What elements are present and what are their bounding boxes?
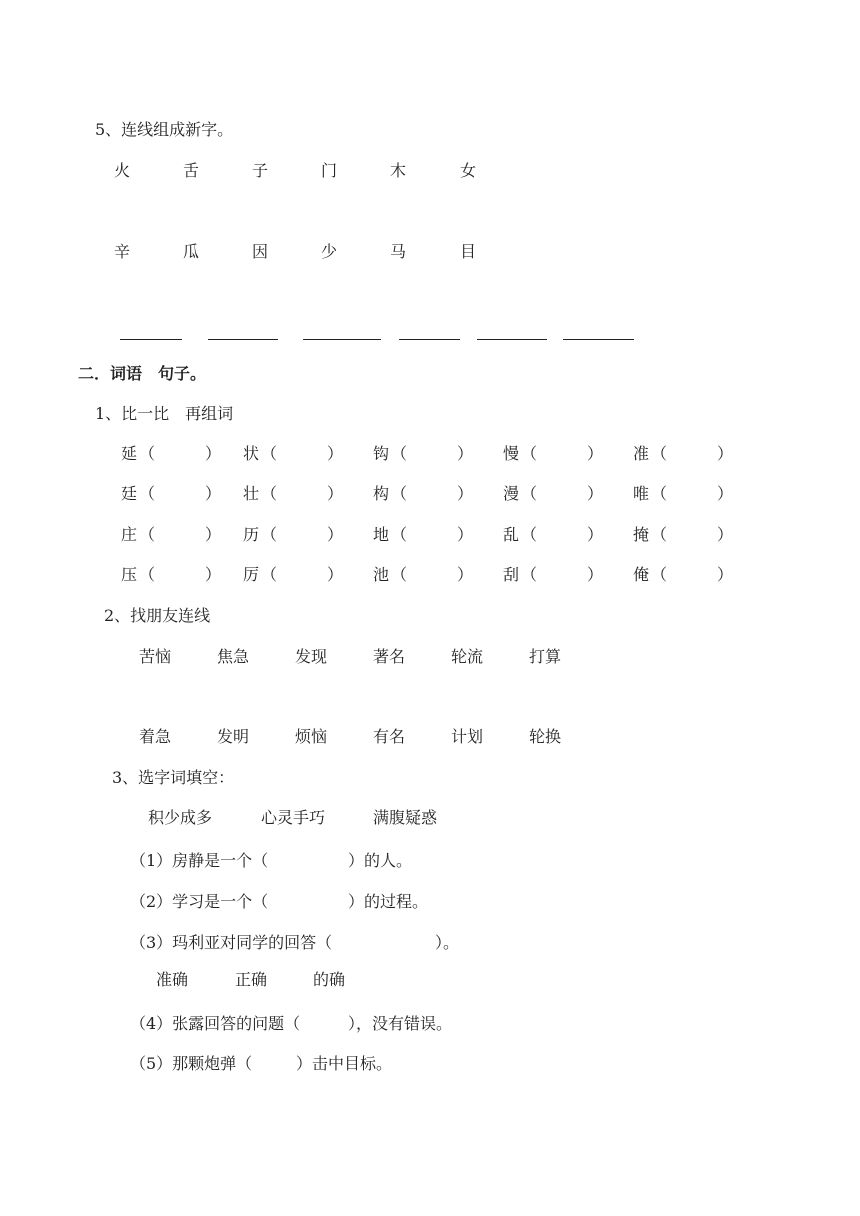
close-paren: ） bbox=[717, 525, 734, 544]
q2-word: 烦恼 bbox=[295, 727, 328, 746]
answer-space[interactable] bbox=[155, 484, 205, 504]
compare-char: 压 bbox=[121, 565, 138, 584]
close-paren: ） bbox=[327, 484, 344, 503]
compare-char: 壮 bbox=[243, 484, 260, 503]
open-paren: （ bbox=[261, 484, 278, 503]
fill-item-text: ）击中目标。 bbox=[296, 1054, 393, 1073]
fill-item-text: ）的人。 bbox=[348, 851, 413, 870]
close-paren: ） bbox=[587, 444, 604, 463]
open-paren: （ bbox=[261, 525, 278, 544]
open-paren: （ bbox=[139, 444, 156, 463]
q1-title: 1、比一比 再组词 bbox=[95, 404, 234, 423]
close-paren: ） bbox=[587, 525, 604, 544]
answer-blank[interactable] bbox=[477, 339, 547, 340]
close-paren: ） bbox=[457, 484, 474, 503]
answer-space[interactable] bbox=[155, 444, 205, 464]
compare-char: 地 bbox=[373, 525, 390, 544]
close-paren: ） bbox=[205, 525, 222, 544]
compare-char: 漫 bbox=[503, 484, 520, 503]
close-paren: ） bbox=[205, 444, 222, 463]
open-paren: （ bbox=[651, 525, 668, 544]
answer-space[interactable] bbox=[407, 525, 457, 545]
choice-word: 准确 bbox=[156, 970, 189, 989]
q5-char: 瓜 bbox=[183, 242, 200, 261]
choice-word: 的确 bbox=[313, 970, 346, 989]
q5-char: 火 bbox=[114, 161, 131, 180]
fill-item-text: ），没有错误。 bbox=[348, 1014, 453, 1033]
answer-space[interactable] bbox=[667, 525, 717, 545]
q5-char: 少 bbox=[321, 242, 338, 261]
q5-char: 门 bbox=[321, 161, 338, 180]
q5-char: 女 bbox=[460, 161, 477, 180]
answer-space[interactable] bbox=[277, 525, 327, 545]
close-paren: ） bbox=[587, 565, 604, 584]
section-heading: 二．词语 句子。 bbox=[78, 364, 207, 383]
answer-space[interactable] bbox=[407, 565, 457, 585]
q5-char: 子 bbox=[252, 161, 269, 180]
close-paren: ） bbox=[587, 484, 604, 503]
close-paren: ） bbox=[457, 525, 474, 544]
answer-space[interactable] bbox=[407, 484, 457, 504]
close-paren: ） bbox=[457, 444, 474, 463]
answer-blank[interactable] bbox=[563, 339, 634, 340]
choice-word: 满腹疑惑 bbox=[373, 808, 438, 827]
fill-item-text: ）。 bbox=[435, 933, 460, 952]
open-paren: （ bbox=[261, 565, 278, 584]
q2-word: 苦恼 bbox=[139, 647, 172, 666]
compare-char: 延 bbox=[121, 444, 138, 463]
compare-char: 构 bbox=[373, 484, 390, 503]
q2-word: 焦急 bbox=[217, 647, 250, 666]
fill-item-text: ）的过程。 bbox=[348, 892, 429, 911]
compare-char: 刮 bbox=[503, 565, 520, 584]
answer-blank[interactable] bbox=[399, 339, 460, 340]
open-paren: （ bbox=[521, 444, 538, 463]
q5-char: 木 bbox=[390, 161, 407, 180]
close-paren: ） bbox=[327, 444, 344, 463]
q2-title: 2、找朋友连线 bbox=[104, 606, 211, 625]
q2-word: 轮换 bbox=[529, 727, 562, 746]
q5-char: 马 bbox=[390, 242, 407, 261]
compare-char: 俺 bbox=[633, 565, 650, 584]
close-paren: ） bbox=[717, 444, 734, 463]
answer-space[interactable] bbox=[667, 565, 717, 585]
compare-char: 钩 bbox=[373, 444, 390, 463]
q2-word: 著名 bbox=[373, 647, 406, 666]
close-paren: ） bbox=[457, 565, 474, 584]
choice-word: 积少成多 bbox=[148, 808, 213, 827]
answer-space[interactable] bbox=[155, 525, 205, 545]
compare-char: 庄 bbox=[121, 525, 138, 544]
open-paren: （ bbox=[139, 525, 156, 544]
open-paren: （ bbox=[391, 565, 408, 584]
fill-item-text: （4）张露回答的问题（ bbox=[130, 1014, 301, 1033]
answer-space[interactable] bbox=[537, 444, 587, 464]
q2-word: 打算 bbox=[529, 647, 562, 666]
close-paren: ） bbox=[327, 565, 344, 584]
open-paren: （ bbox=[651, 444, 668, 463]
answer-blank[interactable] bbox=[303, 339, 381, 340]
q5-char: 因 bbox=[252, 242, 269, 261]
q5-char: 目 bbox=[460, 242, 477, 261]
close-paren: ） bbox=[205, 565, 222, 584]
choice-word: 心灵手巧 bbox=[261, 808, 326, 827]
q2-word: 发明 bbox=[217, 727, 250, 746]
open-paren: （ bbox=[139, 565, 156, 584]
q5-title: 5、连线组成新字。 bbox=[95, 120, 234, 139]
fill-item-text: （3）玛利亚对同学的回答（ bbox=[130, 933, 333, 952]
answer-space[interactable] bbox=[155, 565, 205, 585]
close-paren: ） bbox=[717, 565, 734, 584]
compare-char: 历 bbox=[243, 525, 260, 544]
q2-word: 发现 bbox=[295, 647, 328, 666]
compare-char: 廷 bbox=[121, 484, 138, 503]
open-paren: （ bbox=[521, 565, 538, 584]
compare-char: 乱 bbox=[503, 525, 520, 544]
answer-space[interactable] bbox=[537, 484, 587, 504]
compare-char: 状 bbox=[243, 444, 260, 463]
answer-space[interactable] bbox=[277, 565, 327, 585]
open-paren: （ bbox=[391, 484, 408, 503]
close-paren: ） bbox=[327, 525, 344, 544]
open-paren: （ bbox=[139, 484, 156, 503]
compare-char: 唯 bbox=[633, 484, 650, 503]
answer-space[interactable] bbox=[667, 484, 717, 504]
choice-word: 正确 bbox=[235, 970, 268, 989]
close-paren: ） bbox=[205, 484, 222, 503]
q3-title: 3、选字词填空： bbox=[112, 768, 235, 787]
q2-word: 轮流 bbox=[451, 647, 484, 666]
q5-char: 辛 bbox=[114, 242, 131, 261]
compare-char: 准 bbox=[633, 444, 650, 463]
open-paren: （ bbox=[521, 525, 538, 544]
open-paren: （ bbox=[651, 484, 668, 503]
q5-char: 舌 bbox=[183, 161, 200, 180]
close-paren: ） bbox=[717, 484, 734, 503]
open-paren: （ bbox=[391, 444, 408, 463]
compare-char: 掩 bbox=[633, 525, 650, 544]
answer-space[interactable] bbox=[277, 444, 327, 464]
open-paren: （ bbox=[521, 484, 538, 503]
compare-char: 慢 bbox=[503, 444, 520, 463]
fill-item-text: （1）房静是一个（ bbox=[130, 851, 269, 870]
answer-space[interactable] bbox=[667, 444, 717, 464]
answer-blank[interactable] bbox=[120, 339, 182, 340]
q2-word: 有名 bbox=[373, 727, 406, 746]
compare-char: 池 bbox=[373, 565, 390, 584]
answer-space[interactable] bbox=[537, 525, 587, 545]
q2-word: 着急 bbox=[139, 727, 172, 746]
q2-word: 计划 bbox=[451, 727, 484, 746]
open-paren: （ bbox=[391, 525, 408, 544]
answer-blank[interactable] bbox=[208, 339, 278, 340]
fill-item-text: （2）学习是一个（ bbox=[130, 892, 269, 911]
answer-space[interactable] bbox=[537, 565, 587, 585]
fill-item-text: （5）那颗炮弹（ bbox=[130, 1054, 253, 1073]
compare-char: 厉 bbox=[243, 565, 260, 584]
open-paren: （ bbox=[261, 444, 278, 463]
answer-space[interactable] bbox=[407, 444, 457, 464]
answer-space[interactable] bbox=[277, 484, 327, 504]
open-paren: （ bbox=[651, 565, 668, 584]
